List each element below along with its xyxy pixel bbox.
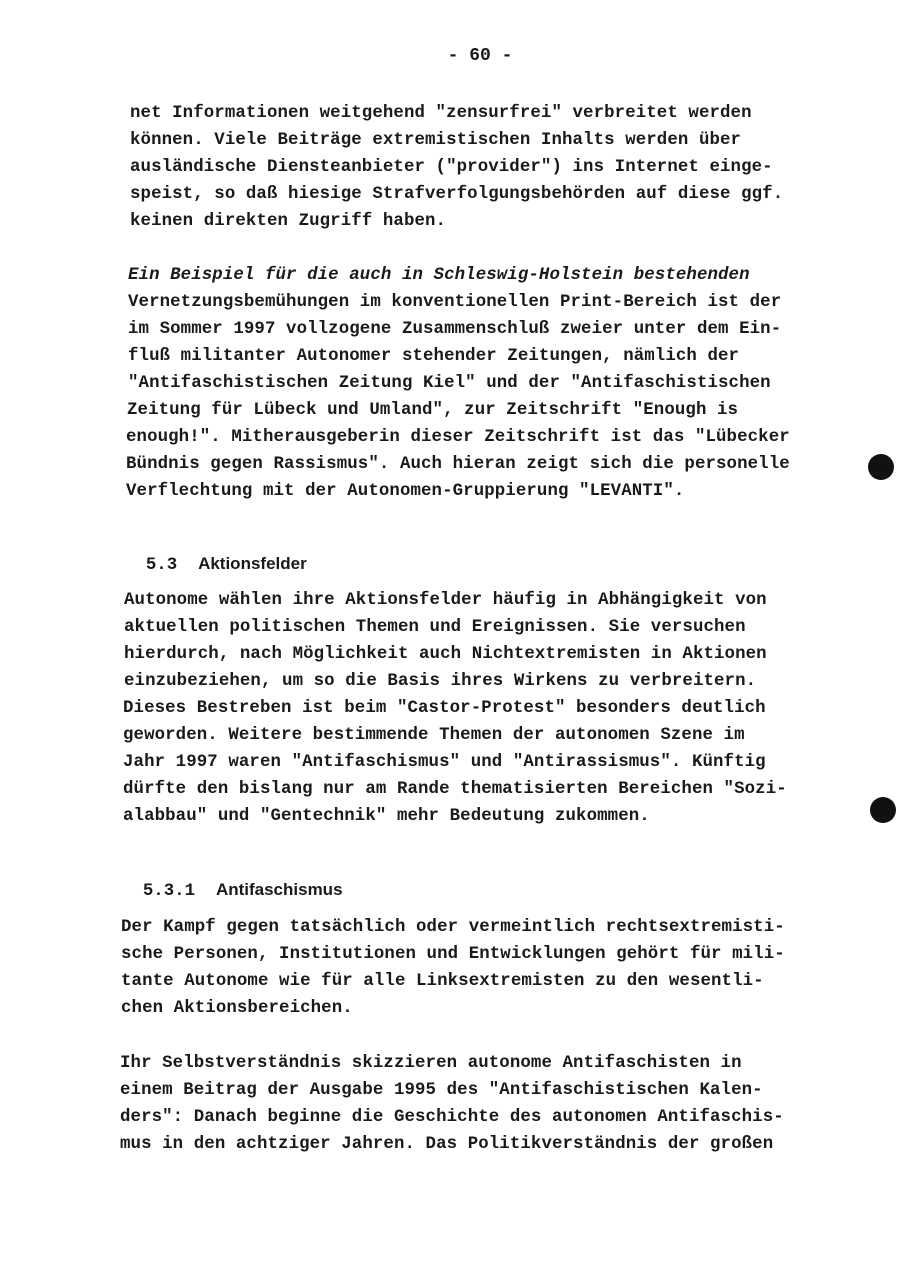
text-line: keinen direkten Zugriff haben. xyxy=(130,212,447,231)
page-number: - 60 - xyxy=(447,46,513,66)
margin-mark xyxy=(868,454,894,480)
text-line: Verflechtung mit der Autonomen-Gruppierung "LEVANTI". xyxy=(126,482,685,501)
text-line: mus in den achtziger Jahren. Das Politikverständnis der großen xyxy=(120,1135,774,1154)
text-line: hierdurch, nach Möglichkeit auch Nichtextremisten in Aktionen xyxy=(124,645,767,664)
text-line: aktuellen politischen Themen und Ereignissen. Sie versuchen xyxy=(124,618,746,637)
text-line: ausländische Diensteanbieter ("provider") ins Internet einge- xyxy=(130,158,773,177)
text-line: einem Beitrag der Ausgabe 1995 des "Antifaschistischen Kalen- xyxy=(120,1081,763,1100)
text-line: Bündnis gegen Rassismus". Auch hieran zeigt sich die personelle xyxy=(126,455,790,474)
text-line: tante Autonome wie für alle Linksextremisten zu den wesentli- xyxy=(121,972,764,991)
text-line: enough!". Mitherausgeberin dieser Zeitschrift ist das "Lübecker xyxy=(126,428,790,447)
text-line: dürfte den bislang nur am Rande thematisierten Bereichen "Sozi- xyxy=(123,780,787,799)
text-line: net Informationen weitgehend "zensurfrei" verbreitet werden xyxy=(130,104,752,123)
section-number: 5.3 xyxy=(145,556,178,575)
text-line: sche Personen, Institutionen und Entwicklungen gehört für mili- xyxy=(121,945,785,964)
text-line: fluß militanter Autonomer stehender Zeitungen, nämlich der xyxy=(128,347,740,366)
text-line: Zeitung für Lübeck und Umland", zur Zeitschrift "Enough is xyxy=(127,401,739,420)
text-line: chen Aktionsbereichen. xyxy=(121,999,353,1018)
text-line: Autonome wählen ihre Aktionsfelder häufig in Abhängigkeit von xyxy=(124,591,767,610)
text-line: im Sommer 1997 vollzogene Zusammenschluß zweier unter dem Ein- xyxy=(128,320,782,339)
text-line: Ein Beispiel für die auch in Schleswig-Holstein bestehenden xyxy=(128,266,750,285)
section-heading-5-3-1 xyxy=(122,861,343,901)
text-line: "Antifaschistischen Zeitung Kiel" und der "Antifaschistischen xyxy=(128,374,771,393)
text-line: können. Viele Beiträge extremistischen Inhalts werden über xyxy=(130,131,742,150)
text-line: Ihr Selbstverständnis skizzieren autonome Antifaschisten in xyxy=(120,1054,742,1073)
margin-mark xyxy=(870,797,896,823)
text-line: einzubeziehen, um so die Basis ihres Wirkens zu verbreitern. xyxy=(124,672,757,691)
section-title: Aktionsfelder xyxy=(198,554,307,573)
text-line: geworden. Weitere bestimmende Themen der autonomen Szene im xyxy=(123,726,745,745)
text-line: Der Kampf gegen tatsächlich oder vermeintlich rechtsextremisti- xyxy=(121,918,785,937)
text-line: Jahr 1997 waren "Antifaschismus" und "Antirassismus". Künftig xyxy=(123,753,766,772)
text-line: speist, so daß hiesige Strafverfolgungsbehörden auf diese ggf. xyxy=(130,185,784,204)
section-title: Antifaschismus xyxy=(215,880,343,899)
text-line: alabbau" und "Gentechnik" mehr Bedeutung zukommen. xyxy=(123,807,650,826)
section-heading-5-3 xyxy=(125,535,307,575)
section-number: 5.3.1 xyxy=(142,882,196,901)
text-line: Vernetzungsbemühungen im konventionellen Print-Bereich ist der xyxy=(128,293,782,312)
text-line: ders": Danach beginne die Geschichte des autonomen Antifaschis- xyxy=(120,1108,784,1127)
text-line: Dieses Bestreben ist beim "Castor-Protest" besonders deutlich xyxy=(123,699,766,718)
